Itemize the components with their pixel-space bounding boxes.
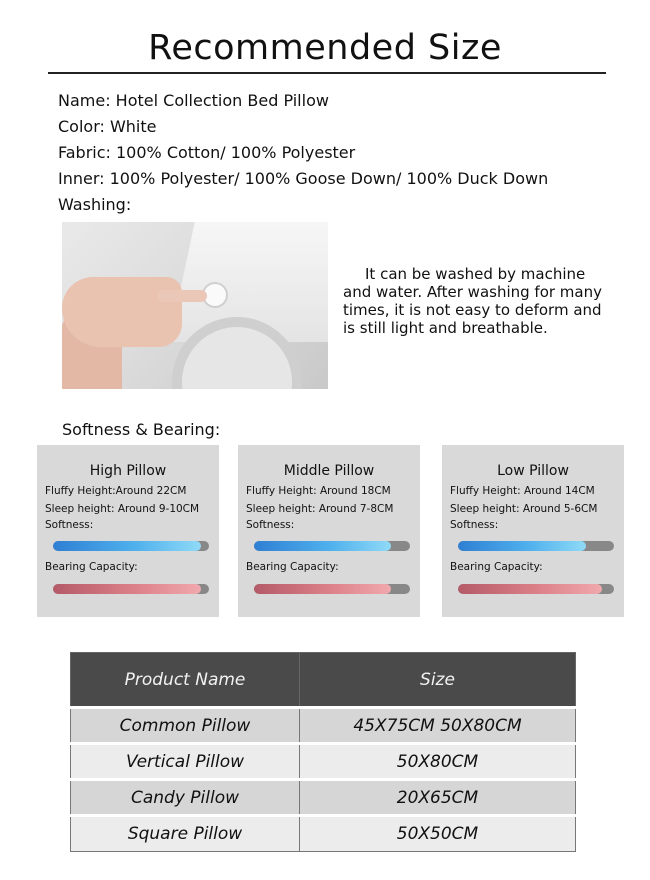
bearing-bar-fill (53, 584, 201, 594)
table-row (71, 816, 576, 852)
softness-label: Softness: (450, 519, 499, 531)
card-low-pillow (442, 445, 624, 617)
table-row (71, 708, 576, 744)
bearing-bar (53, 584, 209, 594)
bearing-bar (458, 584, 614, 594)
page-title: Recommended Size (148, 28, 502, 68)
wash-line-4: is still light and breathable. (343, 319, 548, 337)
softness-label: Softness: (246, 519, 295, 531)
bearing-bar (254, 584, 410, 594)
softness-label: Softness: (45, 519, 94, 531)
fluffy-height: Fluffy Height: Around 14CM (450, 485, 595, 497)
product-name-cell: Common Pillow (71, 708, 300, 744)
size-cell: 45X75CM 50X80CM (300, 708, 576, 744)
bearing-bar-fill (458, 584, 602, 594)
sleep-height: Sleep height: Around 5-6CM (450, 503, 598, 515)
table-row (71, 744, 576, 780)
sleep-height: Sleep height: Around 9-10CM (45, 503, 200, 515)
sleep-height: Sleep height: Around 7-8CM (246, 503, 394, 515)
size-cell: 50X50CM (300, 816, 576, 852)
table-row (71, 780, 576, 816)
header-size: Size (300, 653, 576, 708)
softness-bar (458, 541, 614, 551)
bearing-label: Bearing Capacity: (450, 561, 543, 573)
spec-inner: Inner: 100% Polyester/ 100% Goose Down/ 100% Duck Down (58, 169, 549, 188)
bearing-label: Bearing Capacity: (45, 561, 138, 573)
pointing-finger (157, 290, 207, 302)
spec-name: Name: Hotel Collection Bed Pillow (58, 91, 329, 110)
spec-color: Color: White (58, 117, 157, 136)
wash-line-3: times, it is not easy to deform and (343, 301, 602, 319)
bearing-label: Bearing Capacity: (246, 561, 339, 573)
softness-bar-fill (53, 541, 201, 551)
table-header-row (71, 653, 576, 708)
softness-heading: Softness & Bearing: (62, 420, 221, 439)
card-middle-pillow (238, 445, 420, 617)
product-specs (58, 88, 548, 218)
softness-bar-fill (458, 541, 586, 551)
fluffy-height: Fluffy Height:Around 22CM (45, 485, 187, 497)
softness-bar (53, 541, 209, 551)
size-cell: 50X80CM (300, 744, 576, 780)
header-product-name: Product Name (71, 653, 300, 708)
hand (62, 277, 182, 347)
card-title: High Pillow (89, 463, 167, 479)
washing-description (343, 265, 608, 337)
softness-bar (254, 541, 410, 551)
spec-washing: Washing: (58, 195, 132, 214)
fluffy-height: Fluffy Height: Around 18CM (246, 485, 391, 497)
product-name-cell: Vertical Pillow (71, 744, 300, 780)
wash-line-1: It can be washed by machine (365, 265, 586, 283)
washing-machine-photo (62, 222, 328, 389)
softness-bar-fill (254, 541, 391, 551)
product-name-cell: Square Pillow (71, 816, 300, 852)
size-cell: 20X65CM (300, 780, 576, 816)
wash-line-2: and water. After washing for many (343, 283, 602, 301)
title-divider (48, 72, 606, 74)
product-name-cell: Candy Pillow (71, 780, 300, 816)
card-high-pillow (37, 445, 219, 617)
size-table (70, 652, 576, 852)
bearing-bar-fill (254, 584, 391, 594)
card-title: Low Pillow (497, 463, 569, 479)
card-title: Middle Pillow (283, 463, 375, 479)
spec-fabric: Fabric: 100% Cotton/ 100% Polyester (58, 143, 356, 162)
